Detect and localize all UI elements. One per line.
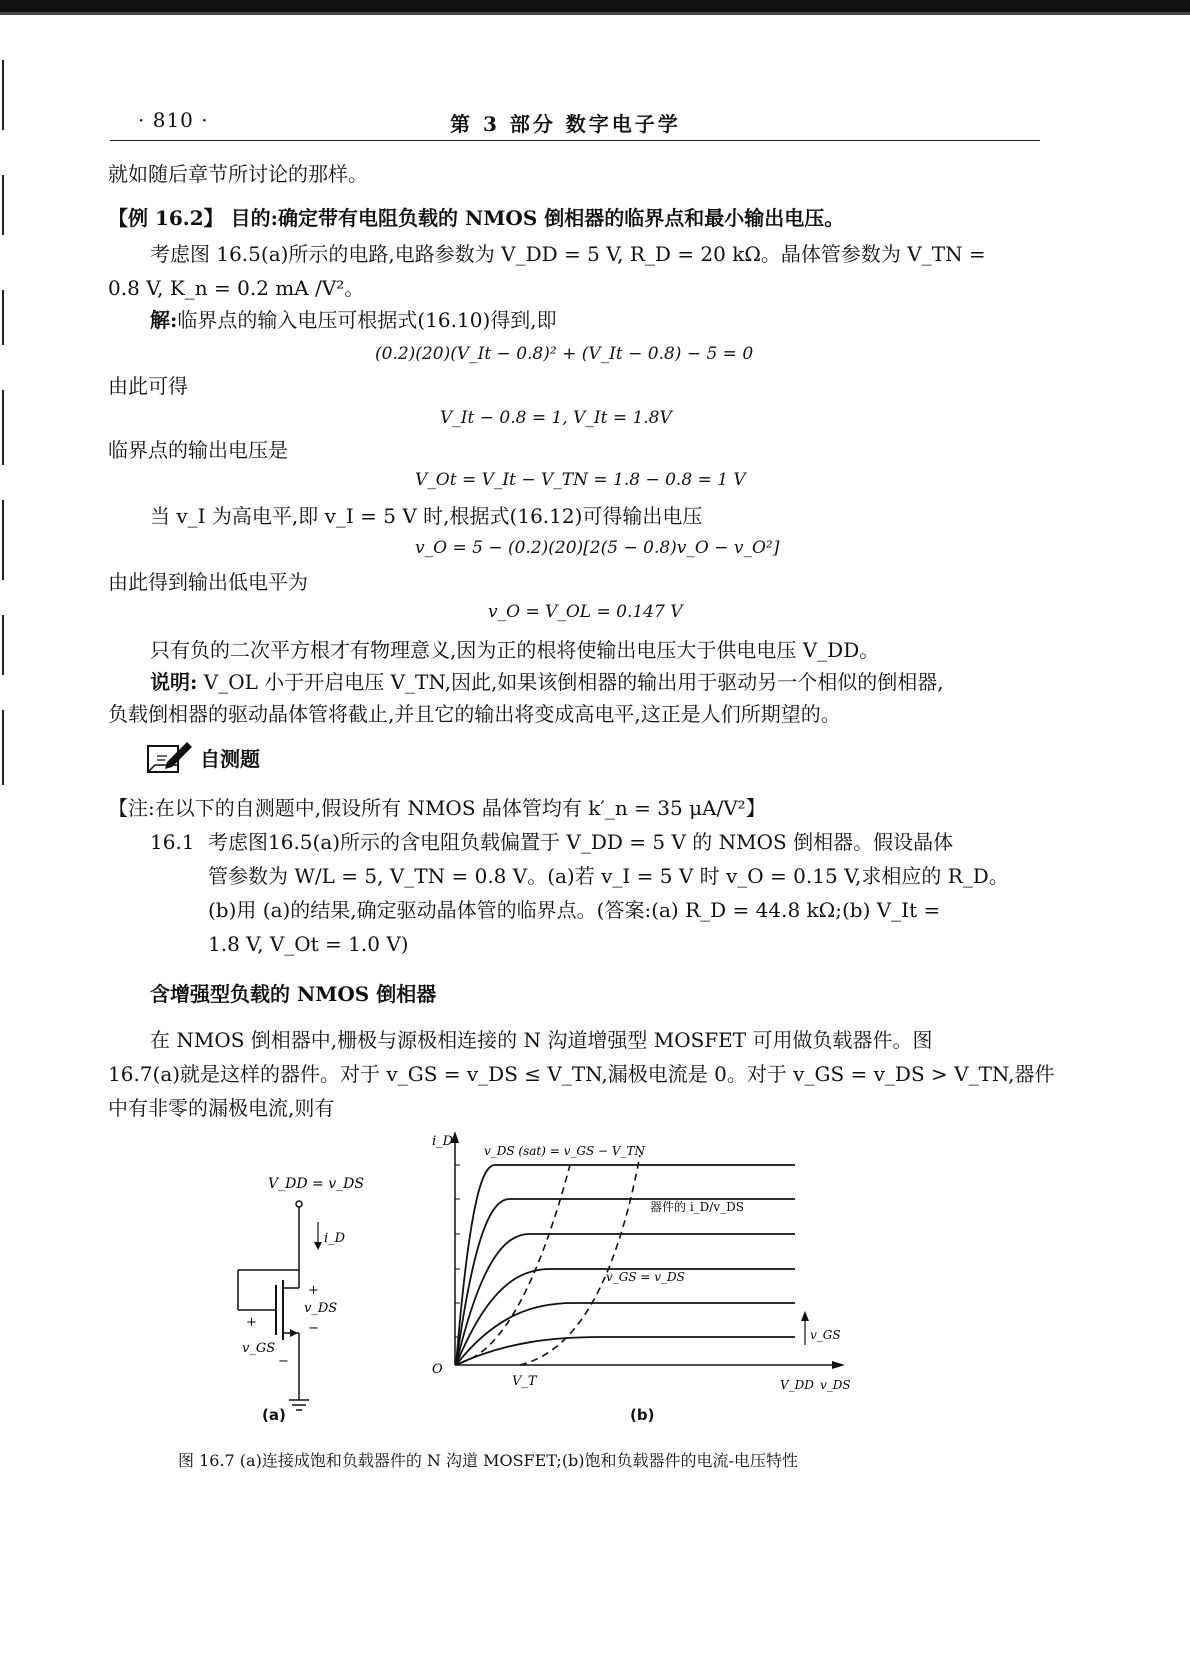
vgs-minus: − xyxy=(278,1354,289,1369)
self-test-heading: 自测题 xyxy=(200,747,260,771)
scan-edge-mark xyxy=(2,290,4,345)
equation-3: V_Ot = V_It − V_TN = 1.8 − 0.8 = 1 V xyxy=(415,470,746,490)
figure-a-sublabel: (a) xyxy=(262,1406,286,1424)
part-title: 第 3 部分 数字电子学 xyxy=(450,112,681,136)
equation-1: (0.2)(20)(V_It − 0.8)² + (V_It − 0.8) − 5 = 0 xyxy=(375,344,754,364)
x-axis-arrow xyxy=(832,1361,845,1369)
equation-4: v_O = 5 − (0.2)(20)[2(5 − 0.8)v_O − v_O²] xyxy=(415,538,780,558)
note-line-1 xyxy=(150,668,944,696)
vds-label: v_DS xyxy=(304,1301,338,1316)
sat-boundary-label: v_DS (sat) = v_GS − V_TN xyxy=(484,1144,646,1158)
section-line-2: 16.7(a)就是这样的器件。对于 v_GS = v_DS ≤ V_TN,漏极电流是 0。对于 v_GS = v_DS > V_TN,器件 xyxy=(108,1062,1055,1086)
scan-top-border xyxy=(0,0,1190,12)
text-low-level: 由此得到输出低电平为 xyxy=(108,570,308,594)
scan-edge-mark xyxy=(2,390,4,465)
paragraph-continuation: 就如随后章节所讨论的那样。 xyxy=(108,162,368,186)
note-label: 说明: xyxy=(150,670,198,694)
text-output-voltage: 临界点的输出电压是 xyxy=(108,438,288,462)
example-label: 【例 16.2】 xyxy=(108,206,224,230)
curve-family xyxy=(455,1165,795,1365)
question-line-1: 考虑图16.5(a)所示的含电阻负载偏置于 V_DD = 5 V 的 NMOS 倒相器。假设晶体 xyxy=(208,830,954,854)
solution-text: 临界点的输入电压可根据式(16.10)得到,即 xyxy=(177,308,557,332)
scan-edge-mark xyxy=(2,60,4,130)
solution-label: 解: xyxy=(150,308,178,332)
device-curve xyxy=(520,1155,640,1365)
example-line-1: 考虑图 16.5(a)所示的电路,电路参数为 V_DD = 5 V, R_D = 20 kΩ。晶体管参数为 V_TN = xyxy=(150,242,986,266)
figure-b-chart xyxy=(420,1125,870,1395)
characteristic-curve xyxy=(456,1303,795,1365)
vgs-plus: + xyxy=(246,1315,257,1330)
note-text-1: V_OL 小于开启电压 V_TN,因此,如果该倒相器的输出用于驱动另一个相似的倒相器, xyxy=(197,670,944,694)
id-arrow-head xyxy=(314,1242,322,1250)
vgs-eq-vds-label: v_GS = v_DS xyxy=(606,1270,685,1284)
x-axis-label: v_DS xyxy=(820,1378,851,1392)
question-line-2: 管参数为 W/L = 5, V_TN = 0.8 V。(a)若 v_I = 5 V 时 v_O = 0.15 V,求相应的 R_D。 xyxy=(208,864,1009,888)
scan-edge-mark xyxy=(2,710,4,785)
equation-5: v_O = V_OL = 0.147 V xyxy=(488,602,683,622)
origin-label: O xyxy=(432,1362,443,1377)
solution-line xyxy=(150,306,557,334)
vdd-tick-label: V_DD xyxy=(780,1378,814,1392)
note-line-2: 负载倒相器的驱动晶体管将截止,并且它的输出将变成高电平,这正是人们所期望的。 xyxy=(108,702,841,726)
self-test-note: 【注:在以下的自测题中,假设所有 NMOS 晶体管均有 k′_n = 35 μA/V²】 xyxy=(108,796,766,820)
page-number: · 810 · xyxy=(138,108,209,132)
vgs-label: v_GS xyxy=(242,1341,276,1356)
vds-plus: + xyxy=(308,1283,319,1298)
running-header xyxy=(110,104,1040,134)
figure-a-circuit xyxy=(220,1170,370,1430)
scan-edge-mark xyxy=(2,615,4,675)
pencil-note-icon xyxy=(145,738,195,778)
characteristic-curve xyxy=(456,1337,795,1365)
section-heading: 含增强型负载的 NMOS 倒相器 xyxy=(150,982,437,1006)
section-line-3: 中有非零的漏极电流,则有 xyxy=(108,1096,335,1120)
question-number: 16.1 xyxy=(150,830,195,854)
example-line-2: 0.8 V, K_n = 0.2 mA /V²。 xyxy=(108,276,365,300)
figure-b-sublabel: (b) xyxy=(630,1406,655,1424)
scan-edge-mark xyxy=(2,175,4,235)
sat-boundary-curve xyxy=(460,1165,570,1363)
vgs-arrow-label: v_GS xyxy=(810,1328,841,1342)
question-line-4: 1.8 V, V_Ot = 1.0 V) xyxy=(208,932,409,956)
scan-top-border-2 xyxy=(0,12,1190,15)
source-arrow xyxy=(290,1329,298,1337)
example-heading xyxy=(108,204,844,232)
vds-minus: − xyxy=(308,1321,319,1336)
vdd-terminal xyxy=(296,1201,302,1207)
equation-2: V_It − 0.8 = 1, V_It = 1.8V xyxy=(440,408,672,428)
text-high-level: 当 v_I 为高电平,即 v_I = 5 V 时,根据式(16.12)可得输出电压 xyxy=(150,504,703,528)
vgs-increase-arrow-head xyxy=(801,1311,809,1321)
vdd-label: V_DD = v_DS xyxy=(268,1176,364,1192)
figure-caption: 图 16.7 (a)连接成饱和负载器件的 N 沟道 MOSFET;(b)饱和负载器件的电流-电压特性 xyxy=(178,1451,798,1470)
device-label: 器件的 i_D/v_DS xyxy=(650,1200,744,1214)
header-rule xyxy=(110,140,1040,141)
characteristic-curve xyxy=(456,1234,795,1365)
scan-edge-mark xyxy=(2,500,4,580)
characteristic-curve xyxy=(456,1165,795,1365)
text-hence: 由此可得 xyxy=(108,374,188,398)
example-goal: 目的:确定带有电阻负载的 NMOS 倒相器的临界点和最小输出电压。 xyxy=(223,206,845,230)
id-label: i_D xyxy=(324,1231,346,1246)
text-physical-meaning: 只有负的二次平方根才有物理意义,因为正的根将使输出电压大于供电电压 V_DD。 xyxy=(150,638,880,662)
section-line-1: 在 NMOS 倒相器中,栅极与源极相连接的 N 沟道增强型 MOSFET 可用做负载器件。图 xyxy=(150,1028,933,1052)
vt-label: V_T xyxy=(512,1374,537,1389)
y-axis-label: i_D xyxy=(432,1134,454,1149)
question-line-3: (b)用 (a)的结果,确定驱动晶体管的临界点。(答案:(a) R_D = 44.8 kΩ;(b) V_It = xyxy=(208,898,941,922)
